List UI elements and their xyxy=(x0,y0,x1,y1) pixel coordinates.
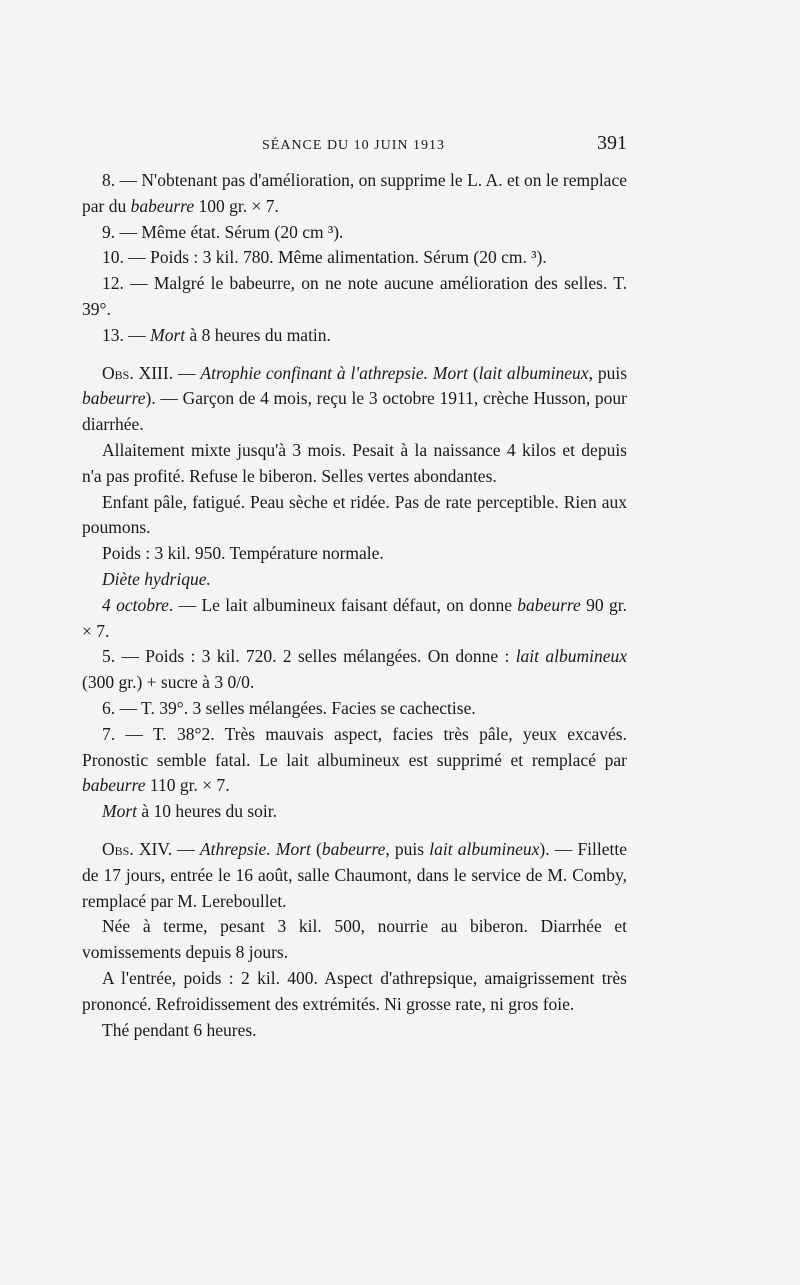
obs13-paragraph: 4 octobre. — Le lait albumineux faisant défaut, on donne babeurre 90 gr. × 7. xyxy=(82,594,627,641)
entry-8: 8. — N'obtenant pas d'amélioration, on supprime le L. A. et on le remplace par du babeurre 100 gr. × 7. xyxy=(82,170,627,216)
obs13-paragraph: 6. — T. 39°. 3 selles mélangées. Facies se cachectise. xyxy=(102,697,476,718)
obs13-paragraph: Mort à 10 heures du soir. xyxy=(102,801,277,822)
obs13-paragraph: Poids : 3 kil. 950. Température normale. xyxy=(102,543,384,564)
running-title: SÉANCE DU 10 JUIN 1913 xyxy=(262,138,445,153)
obs14-paragraph: Née à terme, pesant 3 kil. 500, nourrie au biberon. Diarrhée et vomissements depuis 8 jours. xyxy=(82,916,627,963)
obs13-paragraph: Enfant pâle, fatigué. Peau sèche et ridée. Pas de rate perceptible. Rien aux poumons. xyxy=(82,491,627,538)
obs14-paragraph: A l'entrée, poids : 2 kil. 400. Aspect d'athrepsique, amaigrissement très prononcé. Refroidissement des extrémités. Ni grosse rate, ni gros foie. xyxy=(82,967,627,1014)
obs13-paragraph: 7. — T. 38°2. Très mauvais aspect, facies très pâle, yeux excavés. Pronostic semble fatal. Le lait albumineux est supprimé et remplacé par babeurre 110 gr. × 7. xyxy=(82,723,627,796)
entry-12: 12. — Malgré le babeurre, on ne note aucune amélioration des selles. T. 39°. xyxy=(82,273,627,319)
obs14-paragraph: Thé pendant 6 heures. xyxy=(102,1019,257,1040)
entry-13: 13. — Mort à 8 heures du matin. xyxy=(102,324,331,345)
page-body xyxy=(82,168,627,1043)
page-number: 391 xyxy=(597,132,627,154)
observation-14-heading: Obs. XIV. — Athrepsie. Mort (babeurre, puis lait albumineux). — Fillette de 17 jours, entrée le 16 août, salle Chaumont, dans le service de M. Comby, remplacé par M. Lereboullet. xyxy=(82,838,628,911)
entry-10: 10. — Poids : 3 kil. 780. Même alimentation. Sérum (20 cm. ³). xyxy=(102,247,547,268)
obs13-paragraph: Allaitement mixte jusqu'à 3 mois. Pesait à la naissance 4 kilos et depuis n'a pas profité. Refuse le biberon. Selles vertes abondantes. xyxy=(82,439,627,486)
page-header xyxy=(82,132,627,162)
obs13-paragraph: Diète hydrique. xyxy=(102,568,211,589)
observation-13-heading: Obs. XIII. — Atrophie confinant à l'athrepsie. Mort (lait albumineux, puis babeurre). — Garçon de 4 mois, reçu le 3 octobre 1911, crèche Husson, pour diarrhée. xyxy=(82,362,628,435)
entry-9: 9. — Même état. Sérum (20 cm ³). xyxy=(102,221,344,242)
obs13-paragraph: 5. — Poids : 3 kil. 720. 2 selles mélangées. On donne : lait albumineux (300 gr.) + sucre à 3 0/0. xyxy=(82,646,627,693)
